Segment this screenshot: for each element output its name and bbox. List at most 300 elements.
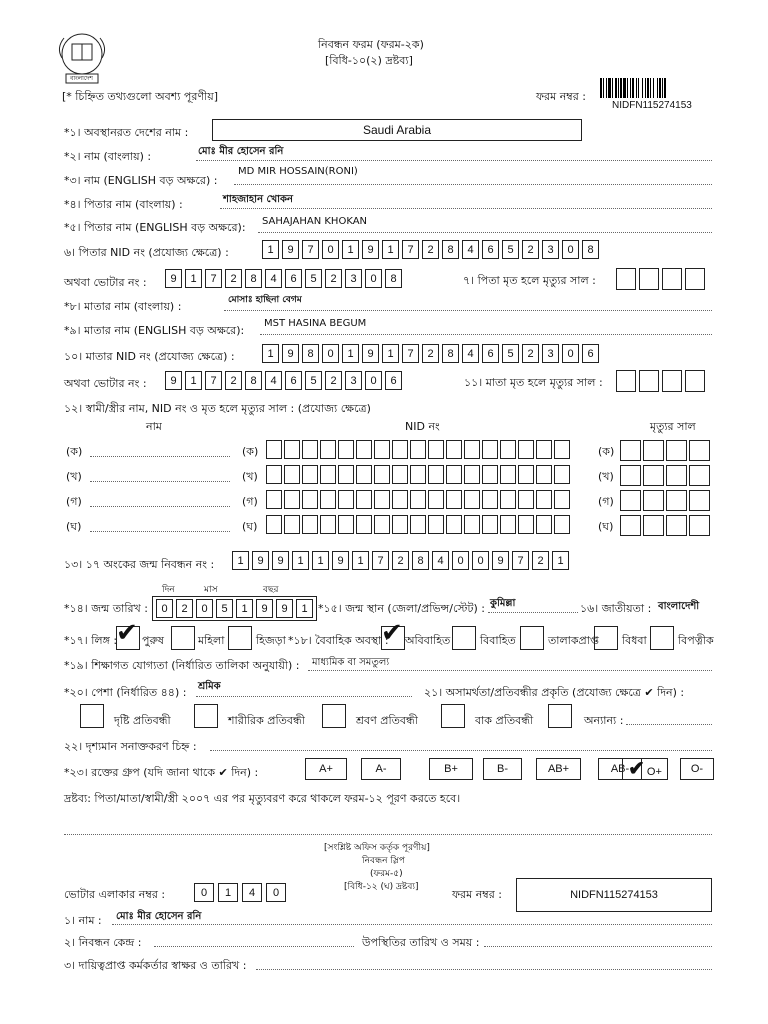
digit-box[interactable]: [320, 490, 336, 509]
mother-bn-line: [224, 310, 712, 311]
digit-box[interactable]: [639, 370, 659, 392]
digit-box[interactable]: [338, 515, 354, 534]
digit-box[interactable]: 9: [252, 551, 269, 570]
digit-box[interactable]: [284, 465, 300, 484]
voter-area-label: ভোটার এলাকার নম্বর :: [64, 888, 166, 901]
digit-box[interactable]: 2: [532, 551, 549, 570]
digit-box[interactable]: 2: [225, 269, 242, 288]
digit-box[interactable]: 9: [272, 551, 289, 570]
spouse-death-row-label: (ক): [598, 445, 615, 458]
digit-box[interactable]: 9: [165, 371, 182, 390]
digit-box[interactable]: [500, 490, 516, 509]
digit-box[interactable]: [536, 490, 552, 509]
blood-group-label: O-: [690, 763, 704, 775]
blood-group-option[interactable]: [536, 758, 581, 780]
slip-officer-line: [256, 969, 712, 970]
mother-bn-value: মোসাঃ হাছিনা বেগম: [228, 295, 302, 305]
digit-box[interactable]: [554, 490, 570, 509]
digit-box[interactable]: 7: [402, 344, 419, 363]
digit-box[interactable]: [482, 490, 498, 509]
disability-hearing-label: শ্রবণ প্রতিবন্ধী: [356, 714, 418, 727]
nationality-value: বাংলাদেশী: [658, 601, 700, 612]
spouse-nid-boxes[interactable]: [266, 490, 572, 509]
marital-unmarried-checkbox[interactable]: [381, 618, 405, 650]
digit-box[interactable]: 0: [365, 371, 382, 390]
slip-officer-label: ৩। দায়িত্বপ্রাপ্ত কর্মকর্তার স্বাক্ষর ও তারিখ :: [64, 959, 247, 972]
mother-voter-label: অথবা ভোটার নং :: [64, 377, 147, 390]
digit-box[interactable]: 8: [442, 240, 459, 259]
disability-speech-checkbox[interactable]: [441, 704, 465, 728]
digit-box[interactable]: 8: [385, 269, 402, 288]
digit-box[interactable]: [320, 440, 336, 459]
marital-widow-checkbox[interactable]: [594, 626, 618, 650]
digit-box[interactable]: [518, 515, 534, 534]
digit-box[interactable]: 4: [265, 371, 282, 390]
digit-box[interactable]: 1: [382, 240, 399, 259]
digit-box[interactable]: [666, 440, 687, 461]
digit-box[interactable]: [374, 465, 390, 484]
spouse-row-label: (ঘ): [66, 520, 82, 533]
digit-box[interactable]: [284, 490, 300, 509]
dob-day-caption: দিন: [162, 585, 175, 595]
digit-box[interactable]: 9: [282, 344, 299, 363]
gender-third-checkbox[interactable]: [228, 626, 252, 650]
birthplace-label: *১৫। জন্ম স্থান (জেলা/প্রভিন্স/স্টেট) :: [318, 602, 485, 615]
digit-box[interactable]: [392, 440, 408, 459]
disability-visual-checkbox[interactable]: [80, 704, 104, 728]
digit-box[interactable]: 7: [302, 240, 319, 259]
spouse-name-line: [90, 481, 230, 482]
digit-box[interactable]: 2: [325, 269, 342, 288]
digit-box[interactable]: 0: [322, 240, 339, 259]
gender-label: *১৭। লিঙ্গ :: [64, 634, 118, 647]
digit-box[interactable]: [356, 515, 372, 534]
slip-name-value: মোঃ মীর হোসেন রনি: [116, 911, 202, 922]
digit-box[interactable]: 0: [266, 883, 286, 902]
blood-group-option[interactable]: [429, 758, 473, 780]
digit-box[interactable]: [446, 515, 462, 534]
birthplace-line: [488, 612, 578, 613]
digit-box[interactable]: [518, 440, 534, 459]
digit-box[interactable]: [302, 440, 318, 459]
digit-box[interactable]: 9: [276, 599, 293, 618]
slip-attendance-label: উপস্থিতির তারিখ ও সময় :: [362, 936, 480, 949]
disability-physical-checkbox[interactable]: [194, 704, 218, 728]
spouse-name-line: [90, 531, 230, 532]
marital-label: *১৮। বৈবাহিক অবস্থা :: [288, 634, 389, 647]
blood-group-option[interactable]: [483, 758, 522, 780]
father-bn-value: শাহজাহান খোকন: [223, 194, 294, 205]
gender-female-checkbox[interactable]: [171, 626, 195, 650]
digit-box[interactable]: 3: [542, 240, 559, 259]
digit-box[interactable]: [689, 490, 710, 511]
digit-box[interactable]: [518, 490, 534, 509]
digit-box[interactable]: [266, 465, 282, 484]
digit-box[interactable]: 8: [245, 269, 262, 288]
digit-box[interactable]: 1: [262, 344, 279, 363]
spouse-death-year-boxes[interactable]: [620, 490, 712, 511]
digit-box[interactable]: 2: [392, 551, 409, 570]
birth-reg-boxes[interactable]: [232, 551, 572, 570]
digit-box[interactable]: 1: [218, 883, 238, 902]
digit-box[interactable]: 7: [372, 551, 389, 570]
slip-center-line: [154, 946, 354, 947]
digit-box[interactable]: [428, 465, 444, 484]
blood-group-label: O+: [646, 766, 662, 778]
digit-box[interactable]: 1: [232, 551, 249, 570]
barcode: [600, 78, 668, 98]
separator-line: [64, 834, 712, 835]
digit-box[interactable]: 5: [502, 240, 519, 259]
digit-box[interactable]: [482, 440, 498, 459]
digit-box[interactable]: [392, 465, 408, 484]
digit-box[interactable]: [616, 370, 636, 392]
digit-box[interactable]: [500, 465, 516, 484]
digit-box[interactable]: [620, 465, 641, 486]
digit-box[interactable]: 1: [312, 551, 329, 570]
digit-box[interactable]: [428, 440, 444, 459]
digit-box[interactable]: 0: [196, 599, 213, 618]
digit-box[interactable]: [302, 515, 318, 534]
digit-box[interactable]: [392, 515, 408, 534]
digit-box[interactable]: 1: [236, 599, 253, 618]
marital-married-label: বিবাহিত: [480, 634, 516, 647]
digit-box[interactable]: [620, 490, 641, 511]
digit-box[interactable]: [338, 465, 354, 484]
digit-box[interactable]: [446, 440, 462, 459]
digit-box[interactable]: [482, 515, 498, 534]
digit-box[interactable]: 8: [302, 344, 319, 363]
digit-box[interactable]: 6: [285, 371, 302, 390]
spouse-death-year-boxes[interactable]: [620, 440, 712, 461]
gender-male-tick: ✔: [116, 618, 138, 648]
digit-box[interactable]: 0: [322, 344, 339, 363]
education-label: *১৯। শিক্ষাগত যোগ্যতা (নির্ধারিত তালিকা অনুযায়ী) :: [64, 659, 300, 672]
spouse-nid-boxes[interactable]: [266, 515, 572, 534]
digit-box[interactable]: [464, 515, 480, 534]
digit-box[interactable]: [302, 465, 318, 484]
digit-box[interactable]: 8: [442, 344, 459, 363]
blood-group-option[interactable]: [680, 758, 714, 780]
dob-boxes[interactable]: [152, 596, 317, 621]
digit-box[interactable]: 7: [402, 240, 419, 259]
birth-reg-label: ১৩। ১৭ অংকের জন্ম নিবন্ধন নং :: [64, 558, 215, 571]
digit-box[interactable]: 6: [285, 269, 302, 288]
father-bn-line: [220, 208, 712, 209]
digit-box[interactable]: [536, 465, 552, 484]
digit-box[interactable]: [666, 465, 687, 486]
digit-box[interactable]: 9: [165, 269, 182, 288]
digit-box[interactable]: [536, 515, 552, 534]
digit-box[interactable]: [266, 515, 282, 534]
father-nid-label: ৬। পিতার NID নং (প্রযোজ্য ক্ষেত্রে) :: [64, 246, 229, 259]
father-bn-label: *৪। পিতার নাম (বাংলায়) :: [64, 198, 183, 211]
blood-group-label: AB-: [610, 763, 630, 775]
digit-box[interactable]: 9: [362, 240, 379, 259]
digit-box[interactable]: 0: [472, 551, 489, 570]
blood-group-option[interactable]: [361, 758, 401, 780]
digit-box[interactable]: 4: [265, 269, 282, 288]
digit-box[interactable]: [410, 490, 426, 509]
digit-box[interactable]: 5: [216, 599, 233, 618]
digit-box[interactable]: 9: [492, 551, 509, 570]
digit-box[interactable]: 1: [342, 240, 359, 259]
digit-box[interactable]: 5: [502, 344, 519, 363]
digit-box[interactable]: 7: [512, 551, 529, 570]
spouse-death-year-boxes[interactable]: [620, 465, 712, 486]
spouse-row-label: (ক): [66, 445, 83, 458]
father-nid-boxes[interactable]: [262, 240, 602, 259]
voter-area-boxes[interactable]: [194, 883, 290, 902]
dob-year-caption: বছর: [263, 585, 279, 595]
slip-rule: [বিধি-১২ (ঘ) দ্রষ্টব্য]: [344, 882, 419, 892]
digit-box[interactable]: [428, 490, 444, 509]
slip-office-note: [সংশ্লিষ্ট অফিস কর্তৃক পূরণীয়]: [324, 843, 430, 853]
digit-box[interactable]: 7: [205, 269, 222, 288]
digit-box[interactable]: [356, 465, 372, 484]
digit-box[interactable]: [410, 440, 426, 459]
digit-box[interactable]: [284, 440, 300, 459]
birthplace-value: কুমিল্লা: [490, 598, 516, 609]
marital-unmarried-label: অবিবাহিত: [405, 634, 451, 647]
digit-box[interactable]: 2: [325, 371, 342, 390]
digit-box[interactable]: 4: [462, 240, 479, 259]
slip-form: (ফরম-৫): [370, 869, 403, 879]
digit-box[interactable]: 5: [305, 269, 322, 288]
digit-box[interactable]: [374, 515, 390, 534]
digit-box[interactable]: [464, 490, 480, 509]
country-field[interactable]: [212, 119, 582, 141]
father-en-label: *৫। পিতার নাম (ENGLISH বড় অক্ষরে):: [64, 221, 246, 234]
digit-box[interactable]: 6: [482, 240, 499, 259]
name-bn-label: *২। নাম (বাংলায়) :: [64, 150, 152, 163]
slip-name-label: ১। নাম :: [64, 914, 102, 927]
digit-box[interactable]: [338, 440, 354, 459]
digit-box[interactable]: 3: [542, 344, 559, 363]
digit-box[interactable]: [685, 370, 705, 392]
marital-unmarried-tick: ✔: [381, 618, 403, 648]
father-voter-boxes[interactable]: [165, 269, 405, 288]
country-value: Saudi Arabia: [362, 123, 432, 137]
digit-box[interactable]: [482, 465, 498, 484]
digit-box[interactable]: [689, 515, 710, 536]
digit-box[interactable]: [554, 465, 570, 484]
digit-box[interactable]: 2: [422, 344, 439, 363]
digit-box[interactable]: [666, 515, 687, 536]
disability-hearing-checkbox[interactable]: [322, 704, 346, 728]
disability-speech-label: বাক প্রতিবন্ধী: [475, 714, 534, 727]
digit-box[interactable]: 1: [262, 240, 279, 259]
digit-box[interactable]: [446, 490, 462, 509]
digit-box[interactable]: [685, 268, 705, 290]
gender-third-label: হিজড়া: [256, 634, 286, 647]
digit-box[interactable]: 0: [452, 551, 469, 570]
marital-divorced-checkbox[interactable]: [520, 626, 544, 650]
father-death-year-boxes[interactable]: [616, 268, 708, 290]
digit-box[interactable]: [616, 268, 636, 290]
blood-group-option[interactable]: [622, 758, 668, 780]
digit-box[interactable]: 5: [305, 371, 322, 390]
digit-box[interactable]: [356, 440, 372, 459]
digit-box[interactable]: [500, 440, 516, 459]
form-number: NIDFN115274153: [612, 100, 692, 111]
digit-box[interactable]: [284, 515, 300, 534]
digit-box[interactable]: 6: [582, 344, 599, 363]
digit-box[interactable]: [302, 490, 318, 509]
spouse-col-nid: NID নং: [405, 420, 440, 433]
digit-box[interactable]: [500, 515, 516, 534]
mother-voter-boxes[interactable]: [165, 371, 405, 390]
digit-box[interactable]: [643, 515, 664, 536]
education-line: [308, 670, 712, 671]
digit-box[interactable]: [518, 465, 534, 484]
gender-male-checkbox[interactable]: [116, 618, 140, 650]
digit-box[interactable]: [464, 465, 480, 484]
digit-box[interactable]: [320, 465, 336, 484]
digit-box[interactable]: 2: [522, 344, 539, 363]
spouse-name-line: [90, 506, 230, 507]
digit-box[interactable]: [338, 490, 354, 509]
spouse-death-year-boxes[interactable]: [620, 515, 712, 536]
digit-box[interactable]: [662, 370, 682, 392]
digit-box[interactable]: [266, 490, 282, 509]
digit-box[interactable]: [643, 465, 664, 486]
education-value: মাধ্যমিক বা সমতুল্য: [312, 657, 390, 668]
digit-box[interactable]: 1: [382, 344, 399, 363]
digit-box[interactable]: [643, 490, 664, 511]
digit-box[interactable]: 9: [362, 344, 379, 363]
digit-box[interactable]: 1: [185, 269, 202, 288]
marital-married-checkbox[interactable]: [452, 626, 476, 650]
digit-box[interactable]: 4: [242, 883, 262, 902]
spouse-death-row-label: (খ): [598, 470, 614, 483]
mother-death-year-boxes[interactable]: [616, 370, 708, 392]
digit-box[interactable]: 9: [332, 551, 349, 570]
blood-group-label: B-: [497, 763, 508, 775]
digit-box[interactable]: [374, 440, 390, 459]
digit-box[interactable]: 9: [282, 240, 299, 259]
digit-box[interactable]: 8: [582, 240, 599, 259]
slip-form-no-box: [516, 878, 712, 912]
name-bn-line: [196, 160, 712, 161]
digit-box[interactable]: 8: [412, 551, 429, 570]
digit-box[interactable]: 1: [296, 599, 313, 618]
digit-box[interactable]: [464, 440, 480, 459]
spouse-death-row-label: (গ): [598, 495, 614, 508]
name-bn-value: মোঃ মীর হোসেন রনি: [198, 146, 284, 157]
spouse-label: ১২। স্বামী/স্ত্রীর নাম, NID নং ও মৃত হলে মৃত্যুর সাল : (প্রযোজ্য ক্ষেত্রে): [64, 402, 371, 415]
occupation-label: *২০। পেশা (নির্ধারিত ৪৪) :: [64, 686, 187, 699]
spouse-nid-row-label: (গ): [242, 495, 258, 508]
digit-box[interactable]: [666, 490, 687, 511]
digit-box[interactable]: [428, 515, 444, 534]
mother-bn-label: *৮। মাতার নাম (বাংলায়) :: [64, 300, 182, 313]
digit-box[interactable]: 0: [156, 599, 173, 618]
marital-widower-checkbox[interactable]: [650, 626, 674, 650]
digit-box[interactable]: 6: [385, 371, 402, 390]
digit-box[interactable]: 1: [552, 551, 569, 570]
digit-box[interactable]: 2: [176, 599, 193, 618]
digit-box[interactable]: 8: [245, 371, 262, 390]
father-death-label: ৭। পিতা মৃত হলে মৃত্যুর সাল :: [463, 274, 596, 287]
spouse-col-death: মৃত্যুর সাল: [650, 420, 696, 433]
mother-en-value: MST HASINA BEGUM: [264, 318, 367, 329]
slip-form-no: NIDFN115274153: [570, 889, 658, 901]
digit-box[interactable]: [689, 465, 710, 486]
disability-other-checkbox[interactable]: [548, 704, 572, 728]
digit-box[interactable]: [266, 440, 282, 459]
digit-box[interactable]: 2: [225, 371, 242, 390]
digit-box[interactable]: 4: [432, 551, 449, 570]
digit-box[interactable]: [446, 465, 462, 484]
digit-box[interactable]: [554, 515, 570, 534]
country-label: *১। অবস্থানরত দেশের নাম :: [64, 126, 189, 139]
digit-box[interactable]: 9: [256, 599, 273, 618]
digit-box[interactable]: 0: [365, 269, 382, 288]
digit-box[interactable]: [662, 268, 682, 290]
digit-box[interactable]: 0: [194, 883, 214, 902]
digit-box[interactable]: [410, 465, 426, 484]
slip-form-no-label: ফরম নম্বর :: [452, 888, 502, 901]
spouse-nid-boxes[interactable]: [266, 440, 572, 459]
digit-box[interactable]: [643, 440, 664, 461]
marital-widower-label: বিপত্নীক: [678, 634, 714, 647]
disability-label: ২১। অসামর্থতা/প্রতিবন্ধীর প্রকৃতি (প্রযোজ্য ক্ষেত্রে ✔ দিন) :: [424, 686, 685, 699]
digit-box[interactable]: [554, 440, 570, 459]
digit-box[interactable]: [620, 515, 641, 536]
mother-death-label: ১১। মাতা মৃত হলে মৃত্যুর সাল :: [464, 376, 603, 389]
digit-box[interactable]: [620, 440, 641, 461]
occupation-value: শ্রমিক: [198, 681, 221, 692]
digit-box[interactable]: 1: [292, 551, 309, 570]
note-text: দ্রষ্টব্য: পিতা/মাতা/স্বামী/স্ত্রী ২০০৭ এর পর মৃত্যুবরণ করে থাকলে ফরম-১২ পূরণ করতে হবে।: [64, 792, 461, 805]
disability-other-line: [626, 724, 712, 725]
digit-box[interactable]: 0: [562, 240, 579, 259]
digit-box[interactable]: 6: [482, 344, 499, 363]
dob-month-caption: মাস: [204, 585, 218, 595]
digit-box[interactable]: [689, 440, 710, 461]
digit-box[interactable]: [320, 515, 336, 534]
father-en-line: [258, 232, 712, 233]
digit-box[interactable]: 2: [422, 240, 439, 259]
disability-physical-label: শারীরিক প্রতিবন্ধী: [228, 714, 305, 727]
digit-box[interactable]: [410, 515, 426, 534]
digit-box[interactable]: [639, 268, 659, 290]
form-subtitle: [বিধি-১০(২) দ্রষ্টব্য]: [325, 54, 413, 67]
digit-box[interactable]: 1: [342, 344, 359, 363]
mother-nid-boxes[interactable]: [262, 344, 602, 363]
digit-box[interactable]: 3: [345, 371, 362, 390]
digit-box[interactable]: 1: [352, 551, 369, 570]
digit-box[interactable]: 2: [522, 240, 539, 259]
blood-group-option[interactable]: [305, 758, 347, 780]
name-en-value: MD MIR HOSSAIN(RONI): [238, 166, 358, 177]
digit-box[interactable]: 3: [345, 269, 362, 288]
digit-box[interactable]: 7: [205, 371, 222, 390]
spouse-nid-boxes[interactable]: [266, 465, 572, 484]
slip-name-line: [112, 924, 712, 925]
digit-box[interactable]: [392, 490, 408, 509]
digit-box[interactable]: [374, 490, 390, 509]
digit-box[interactable]: 1: [185, 371, 202, 390]
gender-male-label: পুরুষ: [142, 634, 164, 647]
digit-box[interactable]: 0: [562, 344, 579, 363]
name-en-label: *৩। নাম (ENGLISH বড় অক্ষরে) :: [64, 174, 218, 187]
spouse-nid-row-label: (খ): [242, 470, 258, 483]
digit-box[interactable]: [356, 490, 372, 509]
digit-box[interactable]: 4: [462, 344, 479, 363]
digit-box[interactable]: [536, 440, 552, 459]
